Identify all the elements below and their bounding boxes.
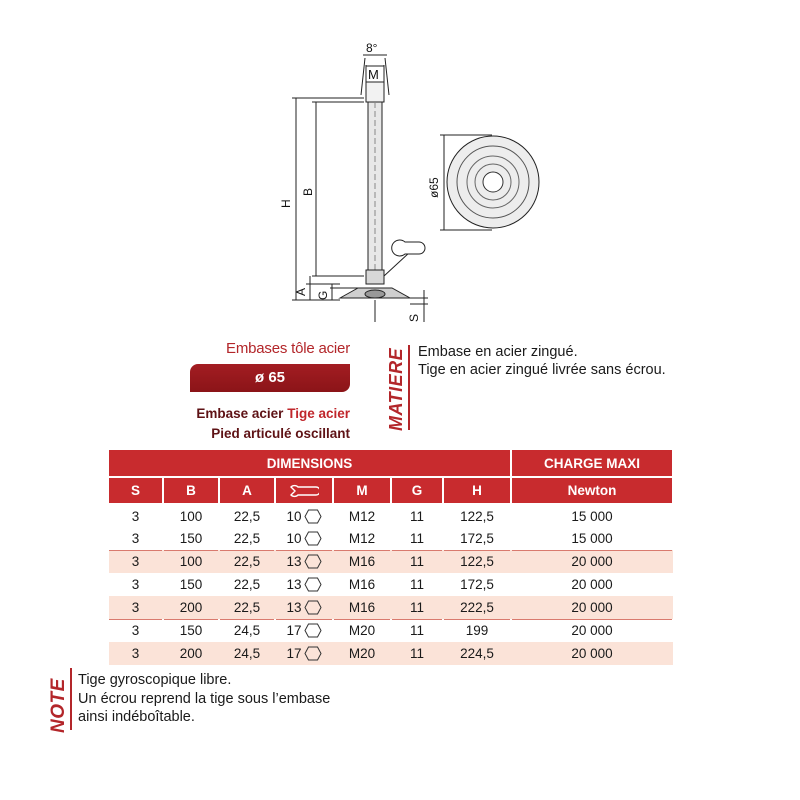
cell-w <box>275 596 333 619</box>
wrench-icon <box>289 484 319 498</box>
cell-g: 11 <box>391 550 443 573</box>
col-wrench <box>275 477 333 504</box>
subtitle-part-1: Embase acier <box>196 406 284 421</box>
cell-w <box>275 642 333 665</box>
dimensions-table <box>109 450 674 665</box>
cell-h: 172,5 <box>460 577 494 592</box>
hex-nut-icon <box>304 531 322 546</box>
note-line: ainsi indéboîtable. <box>78 709 195 725</box>
cell-g: 11 <box>391 619 443 642</box>
table-row <box>109 550 673 573</box>
matiere-divider <box>408 345 410 430</box>
cell-a: 24,5 <box>219 642 275 665</box>
note-line: Un écrou reprend la tige sous l’embase <box>78 690 331 707</box>
cell-w <box>275 527 333 550</box>
cell-m: M16 <box>333 596 391 619</box>
cell-h: 122,5 <box>460 508 494 524</box>
cell-a: 22,5 <box>219 550 275 573</box>
cell-b: 150 <box>179 530 203 546</box>
angle-line-left <box>361 58 365 95</box>
subtitle-line-2-text: Pied articulé oscillant <box>211 426 350 441</box>
cell-h: 199 <box>443 619 511 642</box>
cell-m: M12 <box>348 508 376 524</box>
hex-nut-icon <box>304 554 322 569</box>
col-newton: Newton <box>511 477 673 504</box>
table-group-header <box>109 450 673 477</box>
cell-a: 22,5 <box>233 577 261 592</box>
table-row <box>109 573 673 596</box>
wrench-pointer-icon <box>392 240 425 256</box>
table-row <box>109 527 673 550</box>
cell-n: 20 000 <box>571 577 613 592</box>
gap-label: G <box>316 290 330 300</box>
wrench-size: 13 <box>286 599 302 615</box>
angle-label: 8° <box>366 41 378 55</box>
hex-nut-icon <box>304 600 322 615</box>
cell-a: 22,5 <box>219 596 275 619</box>
note-text <box>78 671 330 727</box>
cell-m: M16 <box>333 550 391 573</box>
table-row <box>109 619 673 642</box>
cell-b: 200 <box>163 596 219 619</box>
group-charge: CHARGE MAXI <box>511 450 673 477</box>
cell-g: 11 <box>391 596 443 619</box>
table-row <box>109 596 673 619</box>
cell-g: 11 <box>409 530 424 546</box>
cell-m: M16 <box>348 577 376 592</box>
col-h: H <box>443 477 511 504</box>
table-row <box>109 642 673 665</box>
cell-h: 222,5 <box>443 596 511 619</box>
cell-n: 20 000 <box>511 619 673 642</box>
cell-w <box>275 504 333 527</box>
matiere-text <box>418 343 666 379</box>
cell-a: 24,5 <box>219 619 275 642</box>
table-column-header <box>109 477 673 504</box>
hex-nut-icon <box>304 509 322 524</box>
cell-h: 224,5 <box>443 642 511 665</box>
cell-g: 11 <box>409 508 424 524</box>
col-b: B <box>163 477 219 504</box>
cell-b: 100 <box>179 508 203 524</box>
wrench-size: 17 <box>286 623 302 639</box>
thread-label: M <box>368 67 379 82</box>
cell-s: 3 <box>109 619 163 642</box>
note-divider <box>70 668 72 730</box>
base-label: A <box>294 287 308 296</box>
col-s: S <box>109 477 163 504</box>
wrench-size: 13 <box>286 554 302 570</box>
subtitle-line-2 <box>120 426 350 441</box>
cell-s: 3 <box>109 550 163 573</box>
height-label: H <box>279 199 293 208</box>
cell-n: 15 000 <box>571 508 613 524</box>
angle-line-right <box>385 58 389 95</box>
col-a: A <box>219 477 275 504</box>
cell-a: 22,5 <box>233 508 261 524</box>
cell-s: 3 <box>131 508 140 524</box>
cell-m: M20 <box>333 619 391 642</box>
cell-m: M12 <box>348 530 376 546</box>
wrench-size: 17 <box>286 646 302 661</box>
thread-top <box>366 82 384 102</box>
diameter-banner: ø 65 <box>190 364 350 392</box>
thickness-label: S <box>407 313 421 322</box>
technical-drawing <box>0 0 800 335</box>
group-dimensions: DIMENSIONS <box>109 450 511 477</box>
cell-w <box>275 550 333 573</box>
cell-a: 22,5 <box>233 530 261 546</box>
diameter-label: ø65 <box>427 177 441 198</box>
cell-s: 3 <box>131 530 140 546</box>
cell-n: 20 000 <box>511 550 673 573</box>
nut <box>366 270 384 284</box>
cell-h: 172,5 <box>460 530 494 546</box>
cell-b: 150 <box>163 619 219 642</box>
matiere-line: Tige en acier zingué livrée sans écrou. <box>418 362 666 378</box>
cell-b: 150 <box>179 577 203 592</box>
wrench-size: 10 <box>286 508 302 524</box>
col-g: G <box>391 477 443 504</box>
note-label: NOTE <box>48 678 69 733</box>
cell-w <box>275 573 333 596</box>
subtitle-part-2: Tige acier <box>287 406 350 421</box>
cell-s: 3 <box>131 577 140 592</box>
cell-n: 20 000 <box>511 596 673 619</box>
hex-nut-icon <box>304 646 322 661</box>
cell-w <box>275 619 333 642</box>
cell-s: 3 <box>109 642 163 665</box>
stem-label: B <box>301 187 315 196</box>
table-row <box>109 504 673 527</box>
hex-nut-icon <box>304 623 322 638</box>
cell-m: M20 <box>333 642 391 665</box>
cell-s: 3 <box>109 596 163 619</box>
wrench-size: 13 <box>286 577 302 592</box>
cell-b: 200 <box>163 642 219 665</box>
cell-n: 15 000 <box>571 530 613 546</box>
cell-g: 11 <box>391 642 443 665</box>
subtitle-line-1 <box>120 406 350 421</box>
cell-b: 100 <box>163 550 219 573</box>
cell-g: 11 <box>409 577 424 592</box>
family-title: Embases tôle acier <box>226 340 350 357</box>
col-m: M <box>333 477 391 504</box>
matiere-line: Embase en acier zingué. <box>418 344 578 360</box>
cell-h: 122,5 <box>443 550 511 573</box>
note-line: Tige gyroscopique libre. <box>78 672 232 688</box>
hex-nut-icon <box>304 577 322 592</box>
cell-n: 20 000 <box>511 642 673 665</box>
matiere-label: MATIERE <box>386 347 406 431</box>
wrench-size: 10 <box>286 530 302 546</box>
